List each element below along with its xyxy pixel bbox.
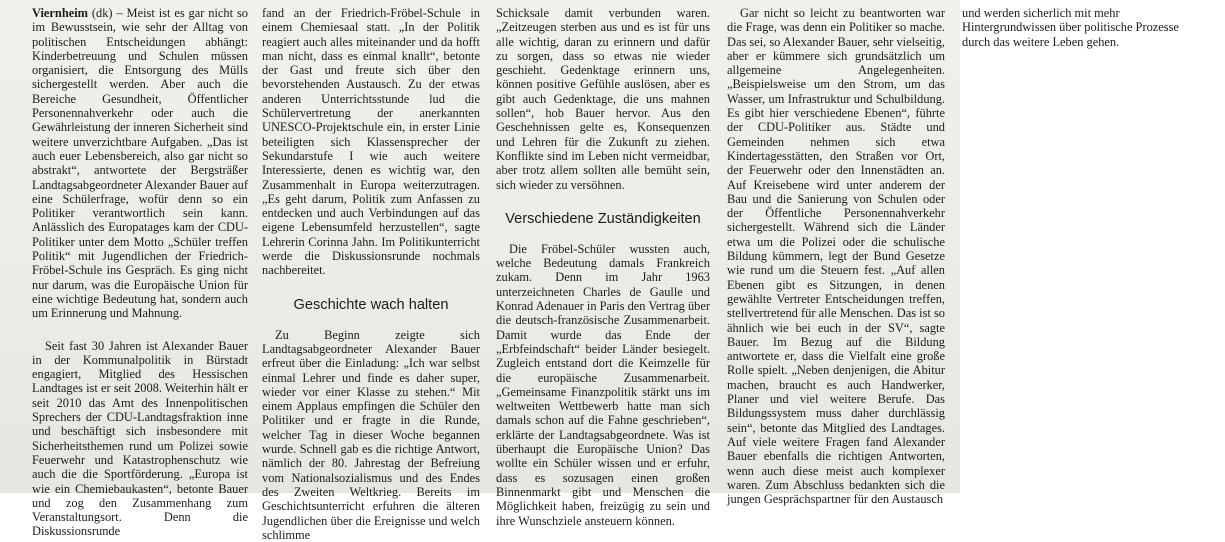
article-paragraph: Gar nicht so leicht zu beantworten war die Frage, was denn ein Politiker so mache. Das sei, so Alexander Bauer, sehr vielseitig, aber er kümmere sich grundsätzlich um allgemeine Angelegenheiten. „Beispielsweise um den Strom, um das Wasser, um Infrastruktur und Schulbildung. Es gibt hier verschiedene Ebenen“, führte der CDU-Politiker aus. Städte und Gemeinden nehmen sich etwa Kindertagesstätten, den Straßen vor Ort, der Feuerwehr oder den Innenstädten an. Auf Kreisebene wird unter anderem der Bau und die Sanierung von Schulen oder der Öffentliche Personennahverkehr sichergestellt. Während sich die Länder etwa um die Polizei oder die schulische Bildung kümmern, legt der Bund Gesetze wie rund um die Steuern fest. „Auf allen Ebenen gibt es Sitzungen, in denen gewählte Vertreter Entscheidungen treffen, stellvertretend für alle Menschen. Das ist so ähnlich wie bei euch in der SV“, sagte Bauer. Im Bezug auf die Bildung antwortete er, dass die Vielfalt eine große Rolle spielt. „Neben denjenigen, die Abitur machen, braucht es auch Handwerker, Planer und viel weitere Berufe. Das Bildungssystem muss daher durchlässig sein“, betonte das Mitglied des Landtages. Auf viele weitere Fragen fand Alexander Bauer ebenfalls die richtigen Antworten, wenn auch diese meist auch komplexer waren. Zum Abschluss bedankten sich die jungen Gesprächspartner für den Austausch bbox=[727, 6, 946, 507]
article-column-3 bbox=[496, 6, 710, 528]
article-paragraph: und werden sicherlich mit mehr Hintergrundwissen über politische Prozesse durch das weitere Leben gehen. bbox=[962, 6, 1179, 49]
article-paragraph: Schicksale damit verbunden waren. „Zeitzeugen sterben aus und es ist für uns alle wichtig, daran zu erinnern und dafür zu sorgen, dass so etwas nie wieder geschieht. Gedenktage erinnern uns, können positive Gefühle auslösen, aber es gibt auch Gedenktage, die uns mahnen sollen“, hob Bauer hervor. Aus den Geschehnissen gelte es, Konsequenzen und Lehren für die Zukunft zu ziehen. Konflikte sind im Leben nicht vermeidbar, aber trotz allem sollten alle bemüht sein, sich wieder zu versöhnen. bbox=[496, 6, 710, 192]
article-paragraph: fand an der Friedrich-Fröbel-Schule in einem Chemiesaal statt. „In der Politik reagiert auch alles miteinander und da hofft man nicht, dass es einmal knallt“, betonte der Gast und freute sich über den bevorstehenden Austausch. Zu der etwas anderen Unterrichtsstunde lud die Schülervertretung der anerkannten UNESCO-Projektschule ein, in erster Linie beteiligten sich Klassensprecher der Sekundarstufe I wie auch weitere Interessierte, denen es wichtig war, den Zusammenhalt in Europa weiterzutragen. „Es geht darum, Politik zum Anfassen zu entdecken und auch Verbindungen auf das eigene Lebensumfeld herzustellen“, sagte Lehrerin Corinna Jahn. Im Politikunterricht werde die Diskussionsrunde nochmals nachbereitet. bbox=[262, 6, 480, 278]
article-column-2 bbox=[262, 6, 480, 542]
article-paragraph: Seit fast 30 Jahren ist Alexander Bauer in der Kommunalpolitik in Bürstadt engagiert, Mitglied des Hessischen Landtages ist er seit 2008. Weiterhin hält er seit 2010 das Amt des Innenpolitischen Sprechers der CDU-Landtagsfraktion inne und beschäftigt sich insbesondere mit Sicherheitsthemen rund um Polizei sowie Feuerwehr und Katastrophenschutz wie auch die die Sportförderung. „Europa ist wie ein Chemiebaukasten“, betonte Bauer und zog den Zusammenhang zum Veranstaltungsort. Denn die Diskussionsrunde bbox=[32, 338, 248, 539]
subheading: Geschichte wach halten bbox=[293, 296, 449, 313]
article-column-5 bbox=[962, 6, 1186, 49]
article-column-4 bbox=[727, 6, 945, 506]
article-paragraph bbox=[32, 6, 248, 321]
article-paragraph: Die Fröbel-Schüler wussten auch, welche Bedeutung damals Frankreich zukam. Denn im Jahr 1963 unterzeichneten Charles de Gaulle und Konrad Adenauer in Paris den Vertrag über die deutsch-französische Zusammenarbeit. Damit wurde das Ende der „Erbfeindschaft“ beider Länder besiegelt. Zugleich entstand dort die Keimzelle für die europäische Zusammenarbeit. „Gemeinsame Finanzpolitik stärkt uns im weltweiten Wettbewerb hatte man sich damals schon auf die Fahne geschrieben“, erklärte der Landtagsabgeordnete. Was ist überhaupt die Europäische Union? Das wollte ein Schüler wissen und er erfuhr, dass es sozusagen einen großen Binnenmarkt gibt und Menschen die Möglichkeit haben, freizügig zu sein und ihre Wunschziele ansteuern können. bbox=[496, 241, 710, 528]
article-column-1 bbox=[32, 6, 248, 539]
paragraph-text: (dk) – Meist ist es gar nicht so im Bewusstsein, wie sehr der Alltag von politischen Entscheidungen abhängt: Kinderbetreuung und Schulen müssen organisiert, die Entsorgung des Mülls sichergestellt werden. Aber auch die Bereiche Gesundheit, Öffentlicher Personennahverkehr oder auch die Gewährleistung der inneren Sicherheit sind weitere unverzichtbare Aufgaben. „Das ist auch euer Lebensbereich, also gar nicht so abstrakt“, antwortete der Bergsträßer Landtagsabgeordneter Alexander Bauer auf eine Schülerfrage, wofür denn so ein Politiker verantwortlich sein kann. Anlässlich des Europatages kam der CDU-Politiker unter dem Motto „Schüler treffen Politik“ mit Jugendlichen der Friedrich-Fröbel-Schule ins Gespräch. Es ging nicht nur darum, was die Europäische Union für eine wichtige Bedeutung hat, sondern auch um Erinnerung und Mahnung. bbox=[32, 6, 248, 321]
article-paragraph: Zu Beginn zeigte sich Landtagsabgeordneter Alexander Bauer erfreut über die Einladung: „Ich war selbst einmal Lehrer und finde es daher super, wieder vor einer Klasse zu stehen.“ Mit einem Applaus empfingen die Schüler den Politiker und er fragte in die Runde, welcher Tag in dieser Woche begannen wurde. Schnell gab es die richtige Antwort, nämlich der 80. Jahrestag der Befreiung vom Nationalsozialismus und des Endes des Zweiten Weltkrieg. Bereits im Geschichtsunterricht erfuhren die älteren Jugendlichen über die Ereignisse und welch schlimme bbox=[262, 327, 480, 542]
subheading: Verschiedene Zuständigkeiten bbox=[505, 210, 701, 227]
dateline: Viernheim bbox=[32, 6, 88, 20]
